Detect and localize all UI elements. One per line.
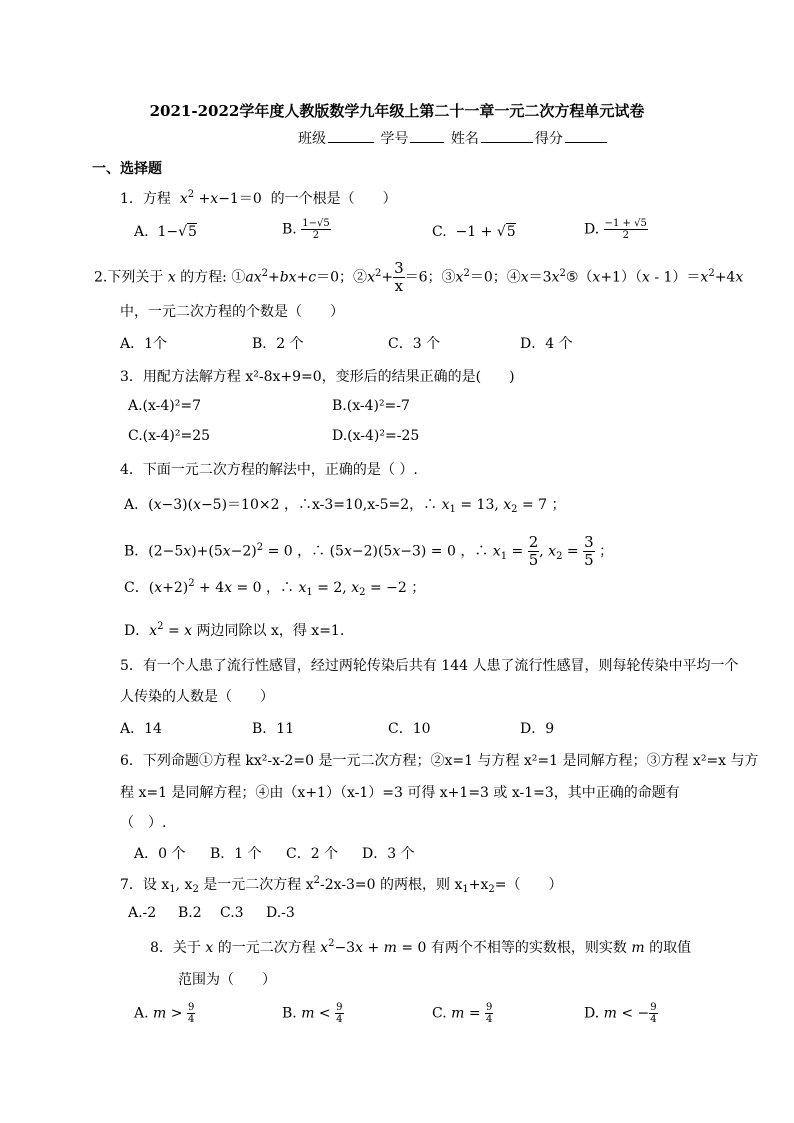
- question-5-stem-line2: 人传染的人数是（ ）: [120, 689, 274, 705]
- section-title: 一、选择题: [92, 161, 162, 177]
- question-4-option-b[interactable]: B．$(2-5x)+(5x-2)^2 = 0$ ，∴ (5x−2)(5x−3) = 0 ，∴ $x_1$ = $\frac{2}{5}$ , $x_2$ = $\frac{3}{5}$ ；: [124, 533, 614, 569]
- question-2-option-b[interactable]: B．2 个: [252, 336, 304, 352]
- question-8-option-d[interactable]: D. m < − $\frac{9}{4}$: [584, 1002, 657, 1025]
- question-7-option-c[interactable]: C.3: [220, 905, 244, 921]
- name-label: 姓名: [450, 131, 479, 147]
- question-6-option-a[interactable]: A．0 个: [134, 846, 186, 862]
- score-blank[interactable]: [565, 130, 607, 143]
- question-7-stem: 7．设 $x_1$, $x_2$ 是一元二次方程 $x^2-2x-3=0$ 的两根，则 $x_1+x_2=$（ ）: [120, 875, 563, 895]
- question-5-stem-line1: 5．有一个人患了流行性感冒，经过两轮传染后共有 144 人患了流行性感冒，则每轮传染中平均一个: [120, 658, 739, 674]
- question-5-option-b[interactable]: B．11: [252, 721, 295, 737]
- question-8-option-c[interactable]: C. m = $\frac{9}{4}$: [432, 1002, 493, 1025]
- question-4-option-c[interactable]: C．$(x+2)^2 + 4x = 0$ ，∴ $x_1 = 2$, $x_2 = -2$ ；: [124, 578, 426, 598]
- class-label: 班级: [298, 131, 326, 147]
- question-8-stem-line1: 8．关于 x 的一元二次方程 $x^2-3x + m = 0$ 有两个不相等的实数根，则实数 m 的取值: [150, 938, 692, 956]
- question-2-option-a[interactable]: A．1个: [120, 336, 168, 352]
- question-2-stem-line1: 2.下列关于 x 的方程: $①ax^2+bx+c=0$；$②x^2+$ $\frac{3}{x}$ ＝6；$③x^2=0$；$④x=3x^2⑤(x+1)(x - 1)=x^2+4x$: [94, 259, 744, 295]
- question-3-option-d[interactable]: D.(x-4)²=-25: [332, 428, 420, 444]
- question-5-option-a[interactable]: A．14: [120, 721, 162, 737]
- question-5-option-d[interactable]: D．9: [520, 721, 555, 737]
- question-4-option-a[interactable]: A．(x−3)(x−5)＝10×2 ，∴x-3=10,x-5=2，∴ $x_1 = 13$, $x_2 = 7$ ；: [124, 497, 566, 515]
- question-5-option-c[interactable]: C．10: [388, 721, 431, 737]
- question-8-stem-line2: 范围为（ ）: [178, 972, 276, 988]
- question-1-prefix: 1．方程: [120, 191, 171, 207]
- name-blank[interactable]: [481, 130, 533, 143]
- question-1-option-c[interactable]: C. −1 + √5: [432, 224, 516, 240]
- question-4-stem: 4．下面一元二次方程的解法中，正确的是（ ）.: [120, 462, 418, 478]
- id-label: 学号: [380, 131, 409, 147]
- question-1-option-b[interactable]: B. $\frac{1-√5}{2}$: [282, 218, 330, 241]
- question-6-stem-line1: 6．下列命题①方程 kx²-x-2=0 是一元二次方程；②x=1 与方程 x²=1 是同解方程；③方程 x²=x 与方: [120, 753, 759, 769]
- question-1-stem: 1．方程 $x^2 +x-1=0$ 的一个根是（ ）: [120, 189, 397, 207]
- student-info-line: [298, 128, 609, 148]
- question-8-option-b[interactable]: B. m < $\frac{9}{4}$: [282, 1002, 343, 1025]
- question-6-stem-line2: 程 x=1 是同解方程；④由（x+1）（x-1）=3 可得 x+1=3 或 x-1=3，其中正确的命题有: [120, 785, 680, 801]
- question-3-option-c[interactable]: C.(x-4)²=25: [128, 428, 211, 444]
- score-label: 得分: [534, 131, 563, 147]
- question-3-option-b[interactable]: B.(x-4)²=-7: [332, 398, 410, 414]
- class-blank[interactable]: [328, 130, 374, 143]
- question-8-option-a[interactable]: A. m > $\frac{9}{4}$: [134, 1002, 195, 1025]
- question-6-option-d[interactable]: D．3 个: [362, 846, 415, 862]
- question-3-stem: 3．用配方法解方程 x²-8x+9=0，变形后的结果正确的是( ): [120, 369, 515, 385]
- question-6-stem-line3: （ ）.: [120, 815, 167, 831]
- question-2-option-d[interactable]: D．4 个: [520, 336, 573, 352]
- question-7-option-d[interactable]: D.-3: [266, 905, 295, 921]
- question-2-option-c[interactable]: C．3 个: [388, 336, 441, 352]
- id-blank[interactable]: [410, 130, 444, 143]
- question-1-suffix: 的一个根是（ ）: [270, 191, 397, 207]
- question-7-option-b[interactable]: B.2: [178, 905, 202, 921]
- question-2-stem-line2: 中，一元二次方程的个数是（ ）: [120, 304, 344, 320]
- question-3-option-a[interactable]: A.(x-4)²=7: [128, 398, 202, 414]
- question-4-option-d[interactable]: D．$x^2 = x$ 两边同除以 x，得 x=1.: [124, 621, 345, 639]
- question-1-option-a[interactable]: A. 1−√5: [134, 224, 197, 240]
- question-6-option-c[interactable]: C．2 个: [286, 846, 339, 862]
- exam-title: 2021-2022学年度人教版数学九年级上第二十一章一元二次方程单元试卷: [149, 102, 645, 120]
- question-1-option-d[interactable]: D. $\frac{-1 + √5}{2}$: [584, 218, 647, 241]
- question-7-option-a[interactable]: A.-2: [128, 905, 157, 921]
- question-6-option-b[interactable]: B．1 个: [210, 846, 262, 862]
